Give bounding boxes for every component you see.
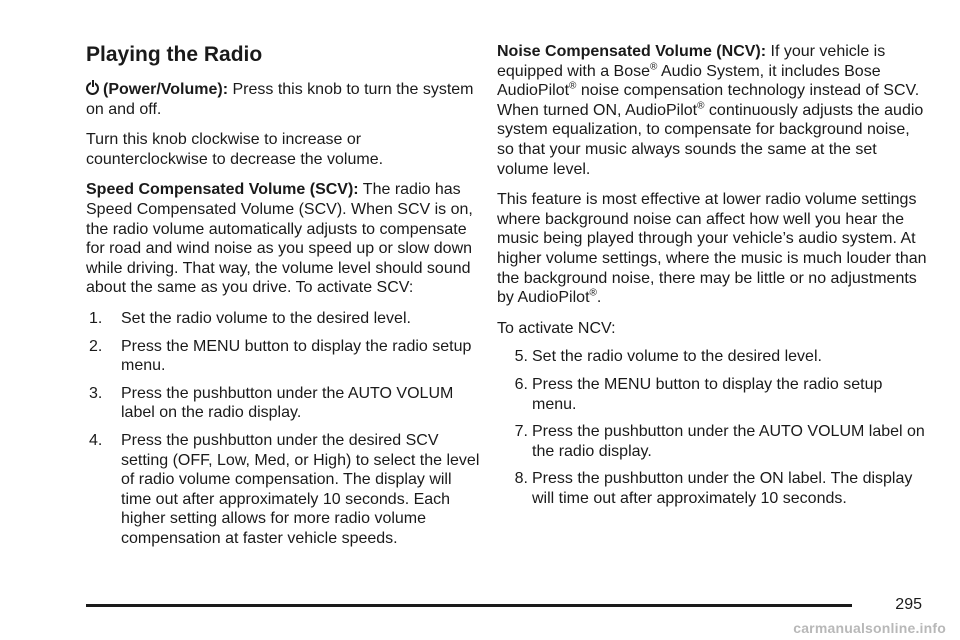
ncv-label: Noise Compensated Volume (NCV): xyxy=(497,43,767,60)
power-label: (Power/Volume): xyxy=(103,81,229,98)
ncv-text-d: continuously adjusts the audio system equalization, to compensate for background noise, so that your music always sounds the same at the set volume level. xyxy=(497,101,924,178)
power-paragraph xyxy=(86,80,486,119)
registered-mark: ® xyxy=(650,61,658,73)
step-number: 2. xyxy=(89,337,103,355)
list-item xyxy=(500,469,927,508)
feature-text-b: . xyxy=(596,289,602,307)
step-text: Press the MENU button to display the radio setup menu. xyxy=(121,337,472,375)
ncv-text-c: noise compensation technology instead of SCV. When turned ON, AudioPilot xyxy=(497,82,920,119)
step-text: Set the radio volume to the desired level. xyxy=(532,348,822,366)
step-number: 7. xyxy=(514,423,528,441)
scv-text: The radio has Speed Compensated Volume (SCV). When SCV is on, the radio volume automatically adjusts to compensate for road and wind noise as you speed up or slow down while driving. That way, the volume level should sound about the same as you drive. To activate SCV: xyxy=(86,181,473,297)
step-number: 4. xyxy=(89,431,103,449)
scv-paragraph xyxy=(86,180,486,298)
step-number: 5. xyxy=(514,348,528,366)
feature-text-a: This feature is most effective at lower radio volume settings where background noise can affect how well you hear the music being played through your vehicle’s audio system. At higher volume settings, where the music is much louder than the background noise, there may be little or no adjustments by AudioPilot xyxy=(497,191,927,307)
registered-mark: ® xyxy=(589,287,597,299)
step-number: 8. xyxy=(514,470,528,488)
step-text: Press the MENU button to display the radio setup menu. xyxy=(532,375,883,413)
list-item xyxy=(89,337,486,376)
step-number: 1. xyxy=(89,309,103,327)
step-text: Press the pushbutton under the ON label. The display will time out after approximately 10 seconds. xyxy=(532,470,913,507)
ncv-text-b: Audio System, it includes Bose AudioPilot xyxy=(497,62,881,100)
scv-steps xyxy=(89,309,486,549)
list-item xyxy=(500,422,927,461)
registered-mark: ® xyxy=(569,80,577,92)
list-item xyxy=(89,384,486,423)
ncv-paragraph xyxy=(497,42,927,179)
left-column xyxy=(86,42,486,556)
step-text: Press the pushbutton under the AUTO VOLUM label on the radio display. xyxy=(532,423,925,460)
page-number: 295 xyxy=(895,596,922,613)
activate-ncv-heading: To activate NCV: xyxy=(497,319,616,337)
step-text: Press the pushbutton under the AUTO VOLUM label on the radio display. xyxy=(121,384,454,422)
feature-paragraph xyxy=(497,190,927,308)
footer-rule xyxy=(86,604,852,607)
knob-paragraph: Turn this knob clockwise to increase or counterclockwise to decrease the volume. xyxy=(86,131,384,168)
ncv-text-a: If your vehicle is equipped with a Bose xyxy=(497,43,886,80)
list-item xyxy=(89,431,486,549)
list-item xyxy=(500,347,927,367)
watermark: carmanualsonline.info xyxy=(793,620,946,636)
ncv-steps xyxy=(500,347,927,508)
power-icon xyxy=(86,82,99,95)
scv-label: Speed Compensated Volume (SCV): xyxy=(86,181,359,199)
step-text: Press the pushbutton under the desired SCV setting (OFF, Low, Med, or High) to select the level of radio volume compensation. The display will time out after approximately 10 seconds. Each higher setting allows for more radio volume compensation at faster vehicle speeds. xyxy=(121,431,480,547)
section-title: Playing the Radio xyxy=(86,43,263,66)
step-text: Set the radio volume to the desired level. xyxy=(121,309,411,327)
list-item xyxy=(500,375,927,414)
registered-mark: ® xyxy=(697,100,705,112)
right-column xyxy=(497,42,927,516)
step-number: 3. xyxy=(89,384,103,402)
step-number: 6. xyxy=(514,375,528,393)
power-text: Press this knob to turn the system on and off. xyxy=(86,81,474,118)
list-item xyxy=(89,309,486,329)
